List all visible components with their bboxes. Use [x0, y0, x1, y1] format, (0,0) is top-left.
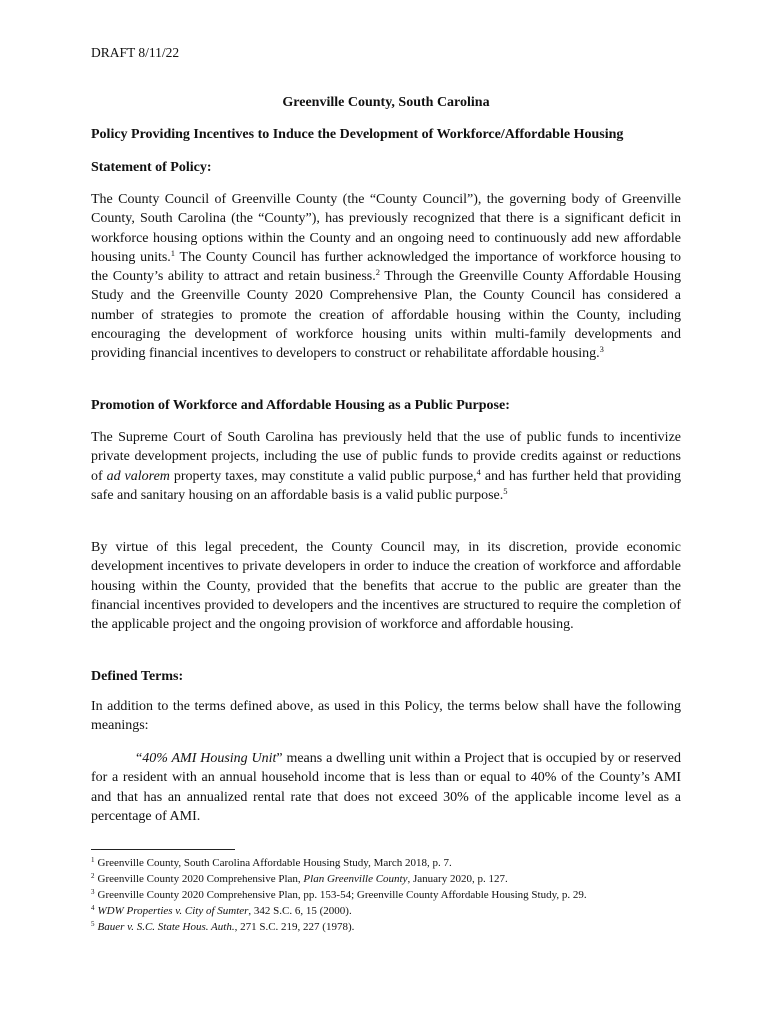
defined-term: 40% AMI Housing Unit	[142, 751, 277, 766]
policy-title: Policy Providing Incentives to Induce the Development of Workforce/Affordable Housing	[91, 127, 624, 142]
footnote-ref-5[interactable]: 5	[503, 485, 508, 496]
footnote-1: $^1$ Greenville County, South Carolina Affordable Housing Study, March 2018, p. 7.	[91, 856, 452, 869]
promotion-heading: Promotion of Workforce and Affordable Housing as a Public Purpose:	[91, 398, 510, 413]
footnote-divider	[91, 849, 235, 850]
footnote-2: $^2$ Greenville County 2020 Comprehensive Plan, Plan Greenville County, January 2020, p. 127.	[91, 872, 508, 885]
footnote-5: $^5$ Bauer v. S.C. State Hous. Auth., 271 S.C. 219, 227 (1978).	[91, 920, 355, 933]
statement-heading: Statement of Policy:	[91, 160, 212, 175]
defined-terms-intro: In addition to the terms defined above, as used in this Policy, the terms below shall have the following meanings:	[91, 699, 681, 734]
footnote-ref-3[interactable]: 3	[599, 344, 604, 355]
definition-40-ami: “40% AMI Housing Unit” means a dwelling unit within a Project that is occupied by or reserved for a resident with an annual household income that is less than or equal to 40% of the County’s AMI and that has an annualized rental rate that does not exceed 30% of the applicable income level as a percentage of AMI.	[91, 751, 681, 824]
footnote-ref-1[interactable]: 1	[170, 247, 176, 258]
statement-paragraph: The County Council of Greenville County (the “County Council”), the governing body of Greenville County, South Carolina (the “County”), has previously recognized that there is a significant deficit in workforce housing options within the County and an ongoing need to continuously add new affordable housing units.$^1$ The County Council has further acknowledged the importance of workforce housing to the County’s ability to attract and retain business.$^2$ Through the Greenville County Affordable Housing Study and the Greenville County 2020 Comprehensive Plan, the County Council has considered a number of strategies to promote the creation of affordable housing within the County, including encouraging the development of workforce housing units within multi-family developments and providing financial incentives to developers to construct or rehabilitate affordable housing.$^3$	[91, 192, 681, 362]
footnote-ref-2[interactable]: 2	[375, 267, 380, 278]
footnote-3: $^3$ Greenville County 2020 Comprehensive Plan, pp. 153-54; Greenville County Affordable Housing Study, p. 29.	[91, 888, 587, 901]
county-title: Greenville County, South Carolina	[282, 95, 490, 110]
defined-terms-heading: Defined Terms:	[91, 669, 184, 684]
draft-label: DRAFT 8/11/22	[91, 45, 180, 60]
footnote-ref-4[interactable]: 4	[476, 466, 481, 477]
footnote-4: $^4$ WDW Properties v. City of Sumter, 342 S.C. 6, 15 (2000).	[91, 904, 352, 917]
promotion-paragraph-1: The Supreme Court of South Carolina has previously held that the use of public funds to incentivize private development projects, including the use of public funds to provide credits against or reductions of ad valorem property taxes, may constitute a valid public purpose,$^4$ and has further held that providing safe and sanitary housing on an affordable basis is a valid public purpose.$^5$	[91, 430, 681, 503]
promotion-paragraph-2: By virtue of this legal precedent, the County Council may, in its discretion, provide economic development incentives to private developers in order to induce the creation of workforce and affordable housing within the County, provided that the benefits that accrue to the public are greater than the financial incentives provided to developers and the incentives are structured to require the completion of the applicable project and the ongoing provision of workforce and affordable housing.	[91, 540, 681, 633]
